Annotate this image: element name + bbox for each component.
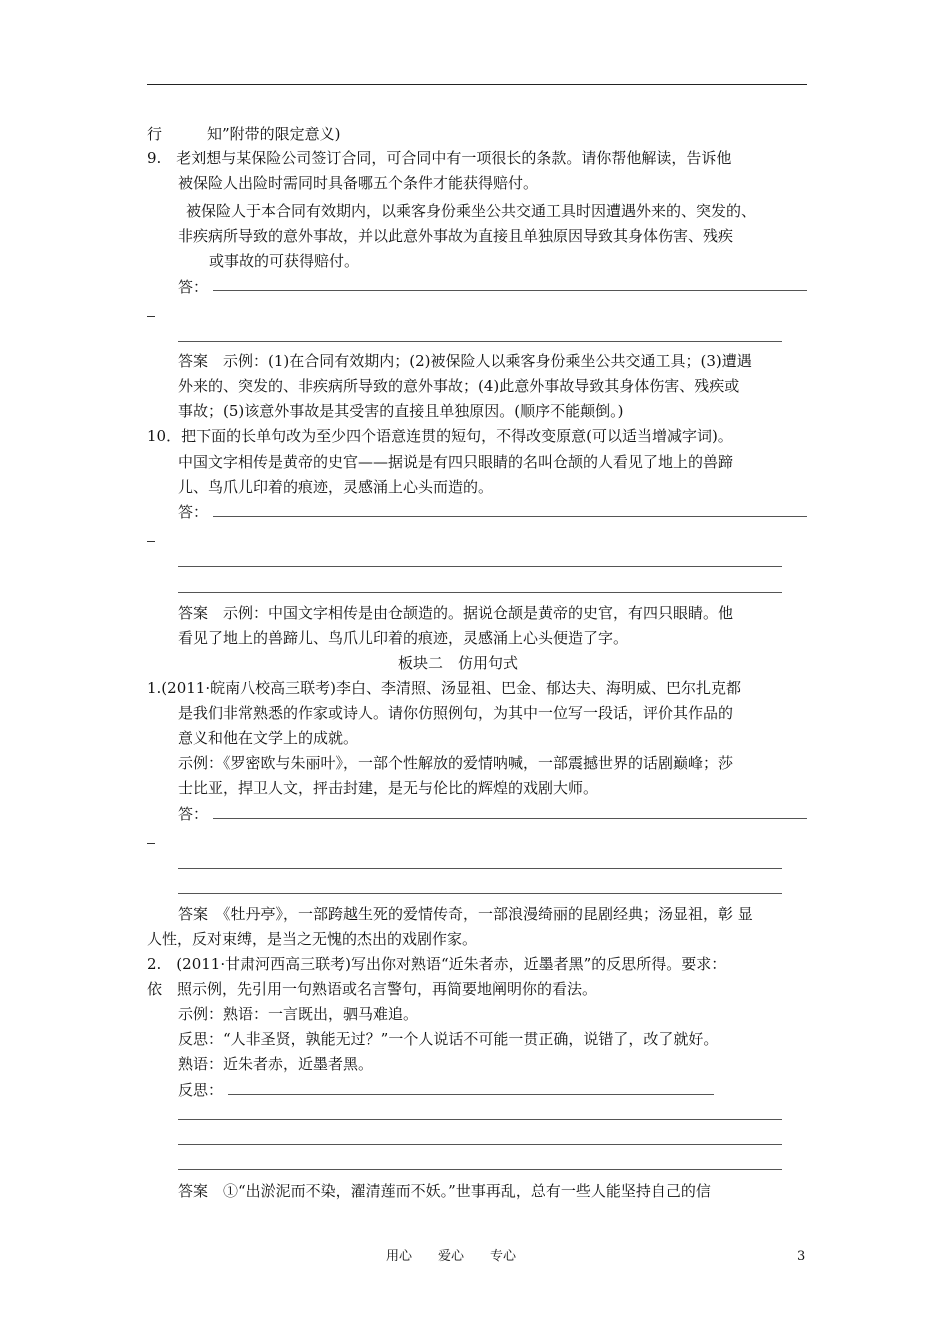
clause-text: 被保险人于本合同有效期内，以乘客身份乘坐公共交通工具时因遭遇外来的、突发的、 (186, 202, 757, 220)
example-text: 士比亚，捍卫人文，抨击封建，是无与伦比的辉煌的戏剧大师。 (178, 779, 599, 797)
answer-blank-line[interactable] (178, 893, 782, 894)
answer-prompt: 答： (178, 278, 209, 296)
answer-key: 外来的、突发的、非疾病所导致的意外事故；(4)此意外事故导致其身体伤害、残疾或 (178, 377, 740, 395)
clause-text: 或事故的可获得赔付。 (209, 252, 360, 270)
footer-motto: 用心 爱心 专心 (386, 1249, 517, 1264)
answer-key: 答案 示例：中国文字相传是由仓颉造的。据说仓颉是黄帝的史官，有四只眼睛。他 (178, 604, 734, 622)
answer-blank-line[interactable] (178, 1119, 782, 1120)
example-text: 示例：熟语：一言既出，驷马难追。 (178, 1005, 419, 1023)
clause-text: 非疾病所导致的意外事故，并以此意外事故为直接且单独原因导致其身体伤害、残疾 (178, 227, 734, 245)
text-line: 意义和他在文学上的成就。 (178, 729, 359, 747)
text-line: 行 知”附带的限定意义) (147, 125, 341, 143)
section-heading: 板块二 仿用句式 (398, 654, 519, 672)
page-number: 3 (797, 1249, 806, 1264)
answer-blank-line[interactable] (178, 592, 782, 593)
question-2: 2. (2011·甘肃河西高三联考)写出你对熟语“近朱者赤，近墨者黑”的反思所得。要求： (147, 955, 727, 973)
answer-prompt: 答： (178, 805, 209, 823)
margin-dash (147, 843, 155, 844)
answer-blank-line[interactable] (178, 868, 782, 869)
question-10: 10．把下面的长单句改为至少四个语意连贯的短句，不得改变原意(可以适当增减字词)。 (147, 427, 733, 445)
question-9: 9. 老刘想与某保险公司签订合同，可合同中有一项很长的条款。请你帮他解读，告诉他 (147, 149, 732, 167)
answer-prompt: 答： (178, 503, 209, 521)
answer-blank-line[interactable] (213, 516, 807, 517)
text-line: 儿、鸟爪儿印着的痕迹，灵感涌上心头而造的。 (178, 478, 494, 496)
answer-blank-line[interactable] (213, 818, 807, 819)
example-text: 示例：《罗密欧与朱丽叶》，一部个性解放的爱情呐喊，一部震撼世界的话剧巅峰；莎 (178, 754, 734, 772)
reflection-prompt: 反思： (178, 1081, 224, 1099)
answer-blank-line[interactable] (228, 1094, 714, 1095)
text-line: 熟语：近朱者赤，近墨者黑。 (178, 1055, 374, 1073)
answer-key: 看见了地上的兽蹄儿、鸟爪儿印着的痕迹，灵感涌上心头便造了字。 (178, 629, 629, 647)
answer-key: 答案 ①“出淤泥而不染，濯清莲而不妖。”世事再乱，总有一些人能坚持自己的信 (178, 1182, 711, 1200)
header-rule (147, 84, 807, 85)
text-line: 依 照示例，先引用一句熟语或名言警句，再简要地阐明你的看法。 (147, 980, 598, 998)
example-text: 反思：“人非圣贤，孰能无过？”一个人说话不可能一贯正确，说错了，改了就好。 (178, 1030, 719, 1048)
answer-blank-line[interactable] (178, 1169, 782, 1170)
answer-blank-line[interactable] (178, 341, 782, 342)
answer-blank-line[interactable] (213, 290, 807, 291)
answer-key: 人性，反对束缚，是当之无愧的杰出的戏剧作家。 (147, 930, 478, 948)
margin-dash (147, 541, 155, 542)
answer-blank-line[interactable] (178, 566, 782, 567)
question-1: 1.(2011·皖南八校高三联考)李白、李清照、汤显祖、巴金、郁达夫、海明威、巴尔扎克都 (147, 679, 741, 697)
margin-dash (147, 316, 155, 317)
text-line: 是我们非常熟悉的作家或诗人。请你仿照例句，为其中一位写一段话，评价其作品的 (178, 704, 734, 722)
answer-blank-line[interactable] (178, 1144, 782, 1145)
answer-key: 事故；(5)该意外事故是其受害的直接且单独原因。(顺序不能颠倒。) (178, 402, 624, 420)
text-line: 中国文字相传是黄帝的史官——据说是有四只眼睛的名叫仓颉的人看见了地上的兽蹄 (178, 453, 734, 471)
answer-key: 答案 《牡丹亭》，一部跨越生死的爱情传奇，一部浪漫绮丽的昆剧经典；汤显祖，彰 显 (178, 905, 753, 923)
text-line: 被保险人出险时需同时具备哪五个条件才能获得赔付。 (178, 174, 539, 192)
answer-key: 答案 示例：(1)在合同有效期内；(2)被保险人以乘客身份乘坐公共交通工具；(3)遭遇 (178, 352, 752, 370)
